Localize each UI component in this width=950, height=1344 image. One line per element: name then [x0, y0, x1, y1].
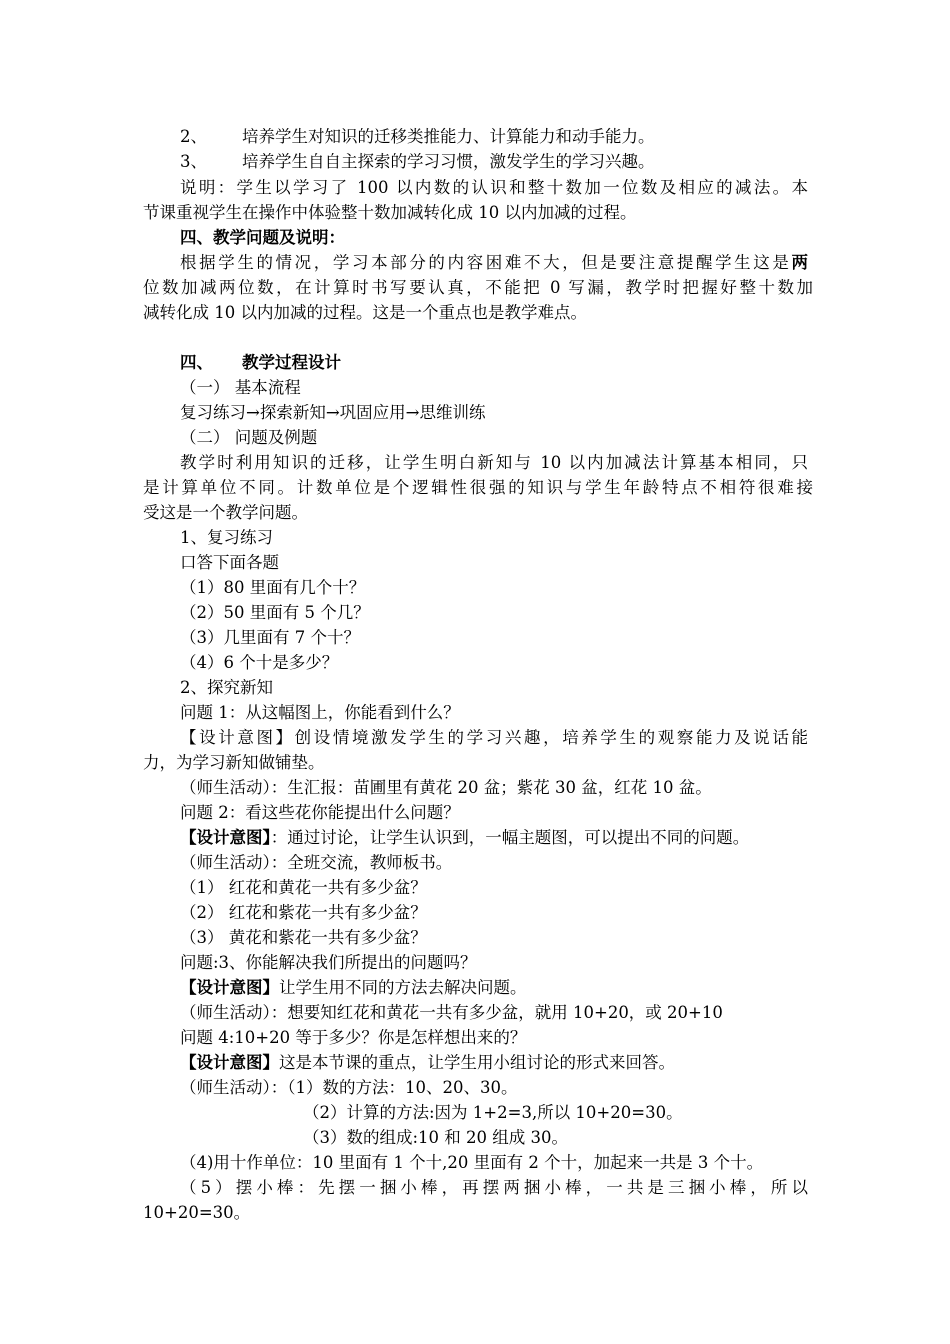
- process-flow: 复习练习→探索新知→巩固应用→思维训练: [180, 403, 486, 422]
- review-prompt: 口答下面各题: [180, 553, 279, 572]
- design-intent-tag: 【设计意图】: [180, 828, 271, 847]
- question-1: 问题 1：从这幅图上，你能看到什么？: [180, 703, 460, 722]
- list-item-1: （1） 红花和黄花一共有多少盆？: [180, 878, 427, 897]
- problem-line-3: 减转化成 10 以内加减的过程。这是一个重点也是教学难点。: [143, 303, 587, 322]
- note-line-1: 说明：学生以学习了 100 以内数的认识和整十数加一位数及相应的减法。本: [180, 178, 808, 197]
- process-intro-1: 教学时利用知识的迁移，让学生明白新知与 10 以内加减法计算基本相同，只: [180, 453, 808, 472]
- method-5: （5）摆小棒：先摆一捆小棒，再摆两捆小棒，一共是三捆小棒，所以: [180, 1178, 808, 1197]
- design-intent-tag: 【设计意图】: [180, 978, 279, 997]
- goal-item-2-text: 培养学生对知识的迁移类推能力、计算能力和动手能力。: [242, 127, 655, 146]
- activity-2: （师生活动）：全班交流，教师板书。: [180, 853, 453, 872]
- review-question-4: （4）6 个十是多少？: [180, 653, 339, 672]
- goal-item-3-text: 培养学生自自主探索的学习习惯，激发学生的学习兴趣。: [242, 152, 655, 171]
- design-intent-3-text: 让学生用不同的方法去解决问题。: [279, 978, 527, 997]
- problem-line-1: [180, 251, 808, 275]
- goal-item-2: [180, 125, 850, 149]
- design-intent-3: [180, 976, 850, 1000]
- design-intent-2-text: ：通过讨论，让学生认识到，一幅主题图，可以提出不同的问题。: [270, 828, 750, 847]
- design-intent-2: [180, 826, 850, 850]
- activity-3: （师生活动）：想要知红花和黄花一共有多少盆，就用 10+20，或 20+10: [180, 1003, 723, 1022]
- question-4: 问题 4:10+20 等于多少？你是怎样想出来的？: [180, 1028, 527, 1047]
- design-intent-1-text: 创设情境激发学生的学习兴趣，培养学生的观察能力及说话能: [294, 728, 808, 747]
- design-intent-1-cont: 力，为学习新知做铺垫。: [143, 753, 325, 772]
- review-question-1: （1）80 里面有几个十？: [180, 578, 366, 597]
- question-3: 问题:3、你能解决我们所提出的问题吗？: [180, 953, 477, 972]
- review-question-2: （2）50 里面有 5 个几？: [180, 603, 370, 622]
- note-line-2: 节课重视学生在操作中体验整十数加减转化成 10 以内加减的过程。: [143, 203, 637, 222]
- problem-line-2: 位数加减两位数，在计算时书写要认真，不能把 0 写漏，教学时把握好整十数加: [143, 278, 813, 297]
- review-title: 1、复习练习: [180, 528, 273, 547]
- problem-line-1-text: 根据学生的情况，学习本部分的内容困难不大，但是要注意提醒学生这是: [180, 253, 792, 272]
- process-heading-text: 教学过程设计: [242, 353, 341, 372]
- goal-item-3: [180, 150, 850, 174]
- problem-heading: 四、教学问题及说明：: [180, 228, 345, 247]
- process-sub-2: （二） 问题及例题: [180, 428, 318, 447]
- method-5-cont: 10+20=30。: [143, 1203, 251, 1222]
- method-4: （4)用十作单位：10 里面有 1 个十,20 里面有 2 个十，加起来一共是 3 个十。: [180, 1153, 764, 1172]
- list-item-3: （3） 黄花和紫花一共有多少盆？: [180, 928, 427, 947]
- design-intent-4: [180, 1051, 850, 1075]
- goal-item-2-number: 2、: [180, 127, 207, 146]
- goal-item-3-number: 3、: [180, 152, 207, 171]
- design-intent-tag: 【设计意图】: [180, 1053, 279, 1072]
- problem-line-1-bold: 两: [791, 253, 808, 272]
- method-3: （3）数的组成:10 和 20 组成 30。: [303, 1128, 569, 1147]
- process-sub-1: （一） 基本流程: [180, 378, 301, 397]
- process-heading-number: 四、: [180, 353, 213, 372]
- question-2: 问题 2：看这些花你能提出什么问题？: [180, 803, 460, 822]
- process-heading: [180, 351, 850, 375]
- list-item-2: （2） 红花和紫花一共有多少盆？: [180, 903, 427, 922]
- explore-title: 2、探究新知: [180, 678, 273, 697]
- activity-4: （师生活动）：（1）数的方法：10、20、30。: [180, 1078, 518, 1097]
- method-2: （2）计算的方法:因为 1+2=3,所以 10+20=30。: [303, 1103, 683, 1122]
- process-intro-3: 受这是一个教学问题。: [143, 503, 308, 522]
- process-intro-2: 是计算单位不同。计数单位是个逻辑性很强的知识与学生年龄特点不相符很难接: [143, 478, 813, 497]
- activity-1: （师生活动）：生汇报：苗圃里有黄花 20 盆；紫花 30 盆，红花 10 盆。: [180, 778, 712, 797]
- design-intent-1: [180, 726, 808, 750]
- review-question-3: （3）几里面有 7 个十？: [180, 628, 360, 647]
- design-intent-tag: 【设计意图】: [180, 728, 295, 747]
- design-intent-4-text: 这是本节课的重点，让学生用小组讨论的形式来回答。: [279, 1053, 675, 1072]
